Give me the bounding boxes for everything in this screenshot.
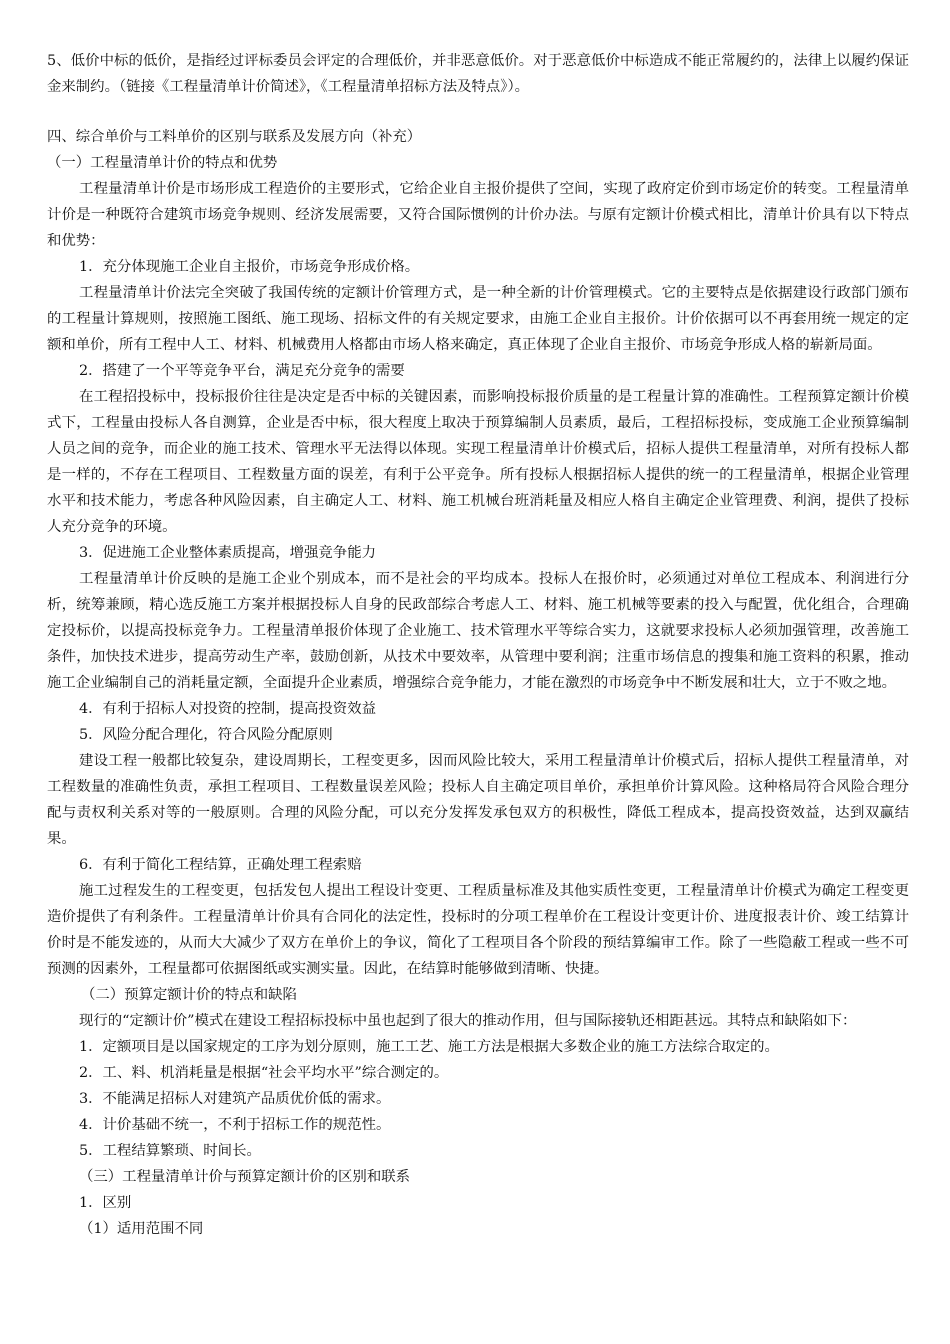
item3-heading: 3．促进施工企业整体素质提高，增强竞争能力	[79, 545, 376, 561]
item1-paragraph: 工程量清单计价法完全突破了我国传统的定额计价管理方式，是一种全新的计价管理模式。它的主要特点是依据建设行政部门颁布的工程量计算规则，按照施工图纸、施工现场、招标文件的有关规定要求，由施工企业自主报价。计价依据可以不再套用统一规定的定额和单价，所有工程中人工、材料、机械费用人格都由市场人格来确定，真正体现了企业自主报价、市场竞争形成人格的崭新局面。	[47, 285, 909, 353]
part2-item: 3．不能满足招标人对建筑产品质优价低的需求。	[79, 1091, 391, 1107]
paragraph-low-bid: 5、低价中标的低价，是指经过评标委员会评定的合理低价，并非恶意低价。对于恶意低价中标造成不能正常履约的，法律上以履约保证金来制约。（链接《工程量清单计价简述》，《工程量清单招标方法及特点》）。	[47, 53, 909, 95]
item5-paragraph: 建设工程一般都比较复杂，建设周期长，工程变更多，因而风险比较大，采用工程量清单计价模式后，招标人提供工程量清单，对工程数量的准确性负责，承担工程项目、工程数量误差风险；投标人自主确定项目单价，承担单价计算风险。这种格局符合风险合理分配与责权利关系对等的一般原则。合理的风险分配，可以充分发挥发承包双方的积极性，降低工程成本，提高投资效益，达到双赢结果。	[47, 753, 909, 847]
part1-intro: 工程量清单计价是市场形成工程造价的主要形式，它给企业自主报价提供了空间，实现了政府定价到市场定价的转变。工程量清单计价是一种既符合建筑市场竞争规则、经济发展需要，又符合国际惯例的计价办法。与原有定额计价模式相比，清单计价具有以下特点和优势：	[47, 181, 909, 249]
item3-paragraph: 工程量清单计价反映的是施工企业个别成本，而不是社会的平均成本。投标人在报价时，必须通过对单位工程成本、利润进行分析，统筹兼顾，精心选反施工方案并根据投标人自身的民政部综合考虑人工、材料、施工机械等要素的投入与配置，优化组合，合理确定投标价，以提高投标竞争力。工程量清单报价体现了企业施工、技术管理水平等综合实力，这就要求投标人必须加强管理，改善施工条件，加快技术进步，提高劳动生产率，鼓励创新，从技术中要效率，从管理中要利润；注重市场信息的搜集和施工资料的积累，推动施工企业编制自己的消耗量定额，全面提升企业素质，增强综合竞争能力，才能在激烈的市场竞争中不断发展和壮大，立于不败之地。	[47, 571, 909, 691]
item4-heading: 4．有利于招标人对投资的控制，提高投资效益	[79, 701, 376, 717]
part3-heading: （三）工程量清单计价与预算定额计价的区别和联系	[79, 1169, 410, 1185]
section-title: 四、综合单价与工料单价的区别与联系及发展方向（补充）	[47, 129, 422, 145]
part2-heading: （二）预算定额计价的特点和缺陷	[81, 987, 297, 1003]
part3-subheading: 1．区别	[79, 1195, 132, 1211]
item5-heading: 5．风险分配合理化，符合风险分配原则	[79, 727, 333, 743]
blank-line	[47, 100, 909, 124]
item6-paragraph: 施工过程发生的工程变更，包括发包人提出工程设计变更、工程质量标准及其他实质性变更，工程量清单计价模式为确定工程变更造价提供了有利条件。工程量清单计价具有合同化的法定性，投标时的分项工程单价在工程设计变更计价、进度报表计价、竣工结算计价时是不能发迹的，从而大大减少了双方在单价上的争议，简化了工程项目各个阶段的预结算编审工作。除了一些隐蔽工程或一些不可预测的因素外，工程量都可依据图纸或实测实量。因此，在结算时能够做到清晰、快捷。	[47, 883, 909, 977]
part1-heading: （一）工程量清单计价的特点和优势	[47, 155, 278, 171]
part2-intro: 现行的“定额计价”模式在建设工程招标投标中虽也起到了很大的推动作用，但与国际接轨还相距甚远。其特点和缺陷如下：	[79, 1013, 857, 1029]
item2-paragraph: 在工程招投标中，投标报价往往是决定是否中标的关键因素，而影响投标报价质量的是工程量计算的准确性。工程预算定额计价模式下，工程量由投标人各自测算，企业是否中标，很大程度上取决于预算编制人员素质，最后，工程招标投标，变成施工企业预算编制人员之间的竞争，而企业的施工技术、管理水平无法得以体现。实现工程量清单计价模式后，招标人提供工程量清单，对所有投标人都是一样的，不存在工程项目、工程数量方面的误差，有利于公平竞争。所有投标人根据招标人提供的统一的工程量清单，根据企业管理水平和技术能力，考虑各种风险因素，自主确定人工、材料、施工机械台班消耗量及相应人格自主确定企业管理费、利润，提供了投标人充分竞争的环境。	[47, 389, 909, 535]
item6-heading: 6．有利于简化工程结算，正确处理工程索赔	[79, 857, 362, 873]
part3-subsubheading: （1）适用范围不同	[79, 1221, 204, 1237]
part2-item: 2．工、料、机消耗量是根据“社会平均水平”综合测定的。	[79, 1065, 449, 1081]
document-page	[47, 48, 909, 1242]
item1-heading: 1．充分体现施工企业自主报价，市场竞争形成价格。	[79, 259, 420, 275]
part2-item: 1．定额项目是以国家规定的工序为划分原则，施工工艺、施工方法是根据大多数企业的施工方法综合取定的。	[79, 1039, 779, 1055]
item2-heading: 2．搭建了一个平等竞争平台，满足充分竞争的需要	[79, 363, 405, 379]
part2-item: 4．计价基础不统一，不利于招标工作的规范性。	[79, 1117, 391, 1133]
part2-item: 5．工程结算繁琐、时间长。	[79, 1143, 261, 1159]
